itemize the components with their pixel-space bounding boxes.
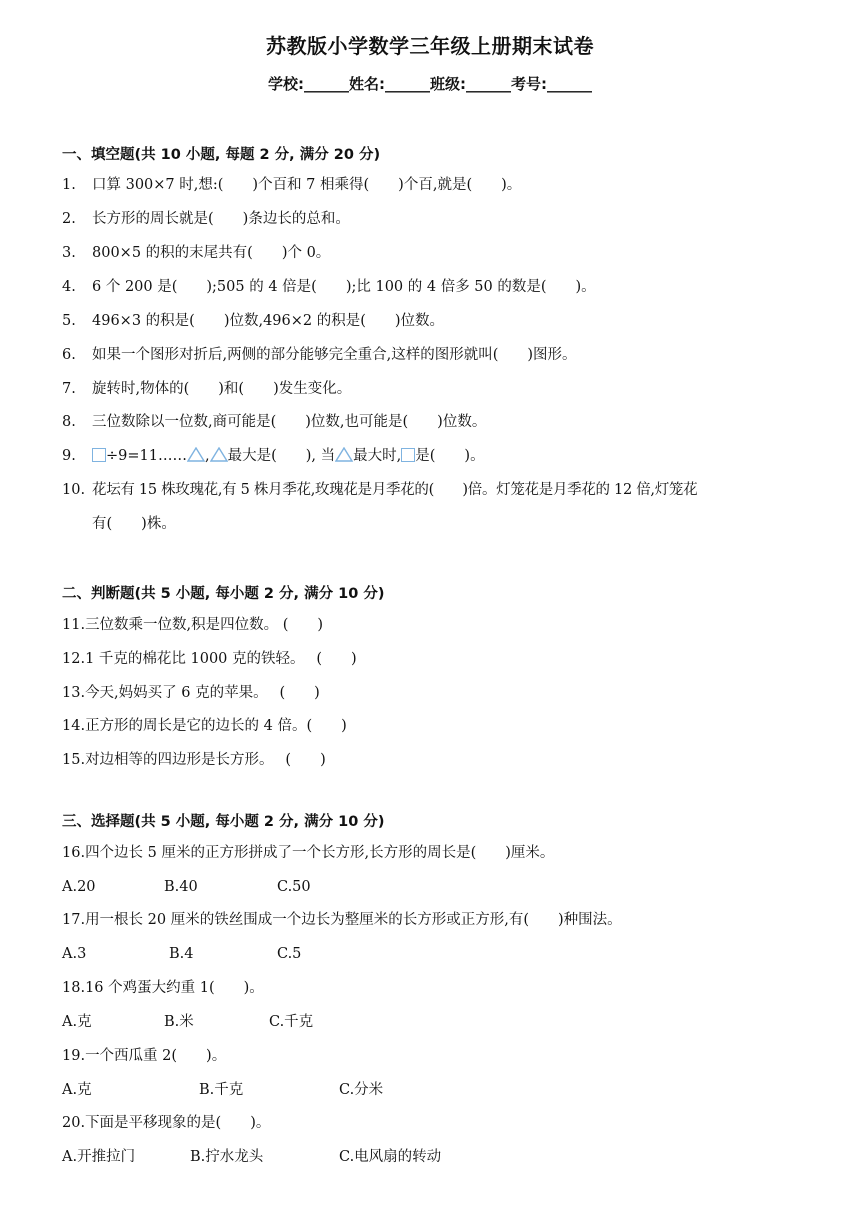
option-c: C.千克 xyxy=(269,1014,314,1030)
question-number: 9. xyxy=(62,448,76,464)
question-4 xyxy=(62,277,596,297)
question-17 xyxy=(62,910,622,930)
question-text: 1 千克的棉花比 1000 克的铁轻。 ( ) xyxy=(85,651,357,667)
question-number: 18. xyxy=(62,980,86,996)
question-text: 496×3 的积是( )位数,496×2 的积是( )位数。 xyxy=(92,313,445,329)
section-heading-true-false: 二、判断题(共 5 小题, 每小题 2 分, 满分 10 分) xyxy=(62,586,385,602)
question-number: 13. xyxy=(62,685,86,701)
question-text-part: 是( )。 xyxy=(415,448,485,464)
option-a: A.开推拉门 xyxy=(62,1149,136,1165)
question-text-part: ÷9=11…… xyxy=(106,448,187,464)
question-number: 19. xyxy=(62,1048,86,1064)
option-b: B.千克 xyxy=(199,1082,244,1098)
question-5 xyxy=(62,311,444,331)
question-number: 12. xyxy=(62,651,86,667)
question-10 xyxy=(62,480,697,500)
square-icon xyxy=(92,448,106,462)
question-number: 7. xyxy=(62,381,76,397)
question-number: 20. xyxy=(62,1115,86,1131)
question-10-continued: 有( )株。 xyxy=(92,516,176,532)
question-text: 对边相等的四边形是长方形。 ( ) xyxy=(85,752,326,768)
question-2 xyxy=(62,209,350,229)
option-b: B.40 xyxy=(164,879,198,895)
question-number: 14. xyxy=(62,718,86,734)
question-number: 2. xyxy=(62,211,76,227)
question-text: 下面是平移现象的是( )。 xyxy=(85,1115,271,1131)
question-number: 11. xyxy=(62,617,86,633)
triangle-icon xyxy=(210,447,228,462)
question-19 xyxy=(62,1046,226,1066)
question-7 xyxy=(62,379,351,399)
option-a: A.克 xyxy=(62,1082,92,1098)
question-text-part: , xyxy=(204,448,210,464)
question-number: 1. xyxy=(62,177,76,193)
question-number: 15. xyxy=(62,752,86,768)
option-c: C.5 xyxy=(277,946,302,962)
question-text-part: 最大时, xyxy=(353,448,402,464)
question-text: 800×5 的积的末尾共有( )个 0。 xyxy=(92,245,331,261)
question-11 xyxy=(62,615,323,635)
question-text: 如果一个图形对折后,两侧的部分能够完全重合,这样的图形就叫( )图形。 xyxy=(92,347,577,363)
square-icon xyxy=(401,448,415,462)
question-text: 口算 300×7 时,想:( )个百和 7 相乘得( )个百,就是( )。 xyxy=(92,177,522,193)
question-number: 16. xyxy=(62,845,86,861)
question-number: 4. xyxy=(62,279,76,295)
option-c: C.50 xyxy=(277,879,311,895)
option-b: B.4 xyxy=(169,946,194,962)
student-info-line: 学校:______姓名:______班级:______考号:______ xyxy=(268,75,592,93)
page-title: 苏教版小学数学三年级上册期末试卷 xyxy=(266,34,594,58)
question-number: 6. xyxy=(62,347,76,363)
question-text: 正方形的周长是它的边长的 4 倍。( ) xyxy=(85,718,347,734)
question-14 xyxy=(62,716,347,736)
section-heading-multiple-choice: 三、选择题(共 5 小题, 每小题 2 分, 满分 10 分) xyxy=(62,814,385,830)
question-15 xyxy=(62,750,326,770)
question-text: 四个边长 5 厘米的正方形拼成了一个长方形,长方形的周长是( )厘米。 xyxy=(85,845,555,861)
triangle-icon xyxy=(335,447,353,462)
question-text-part: 最大是( ), 当 xyxy=(227,448,336,464)
option-c: C.分米 xyxy=(339,1082,384,1098)
option-a: A.20 xyxy=(62,879,96,895)
question-number: 17. xyxy=(62,912,86,928)
question-8 xyxy=(62,412,486,432)
question-text: 16 个鸡蛋大约重 1( )。 xyxy=(85,980,264,996)
option-c: C.电风扇的转动 xyxy=(339,1149,442,1165)
question-18 xyxy=(62,978,264,998)
section-heading-fill-blank: 一、填空题(共 10 小题, 每题 2 分, 满分 20 分) xyxy=(62,147,381,163)
question-number: 8. xyxy=(62,414,76,430)
question-16 xyxy=(62,843,554,863)
option-b: B.拧水龙头 xyxy=(190,1149,264,1165)
triangle-icon xyxy=(187,447,205,462)
option-b: B.米 xyxy=(164,1014,194,1030)
question-text: 花坛有 15 株玫瑰花,有 5 株月季花,玫瑰花是月季花的( )倍。灯笼花是月季花的 12 倍,灯笼花 xyxy=(92,482,698,498)
question-6 xyxy=(62,345,577,365)
question-text: 三位数乘一位数,积是四位数。 ( ) xyxy=(85,617,324,633)
question-number: 5. xyxy=(62,313,76,329)
question-3 xyxy=(62,243,330,263)
question-text: 长方形的周长就是( )条边长的总和。 xyxy=(92,211,350,227)
question-text: 旋转时,物体的( )和( )发生变化。 xyxy=(92,381,352,397)
option-a: A.3 xyxy=(62,946,87,962)
option-a: A.克 xyxy=(62,1014,92,1030)
question-text: 用一根长 20 厘米的铁丝围成一个边长为整厘米的长方形或正方形,有( )种围法。 xyxy=(85,912,622,928)
question-text: 一个西瓜重 2( )。 xyxy=(85,1048,227,1064)
question-text: 三位数除以一位数,商可能是( )位数,也可能是( )位数。 xyxy=(92,414,487,430)
question-text: 6 个 200 是( );505 的 4 倍是( );比 100 的 4 倍多 50 的数是( )。 xyxy=(92,279,596,295)
question-9 xyxy=(62,446,485,466)
question-text: 今天,妈妈买了 6 克的苹果。 ( ) xyxy=(85,685,320,701)
question-number: 10. xyxy=(62,482,86,498)
question-12 xyxy=(62,649,357,669)
question-number: 3. xyxy=(62,245,76,261)
question-20 xyxy=(62,1113,270,1133)
question-1 xyxy=(62,175,521,195)
question-13 xyxy=(62,683,320,703)
